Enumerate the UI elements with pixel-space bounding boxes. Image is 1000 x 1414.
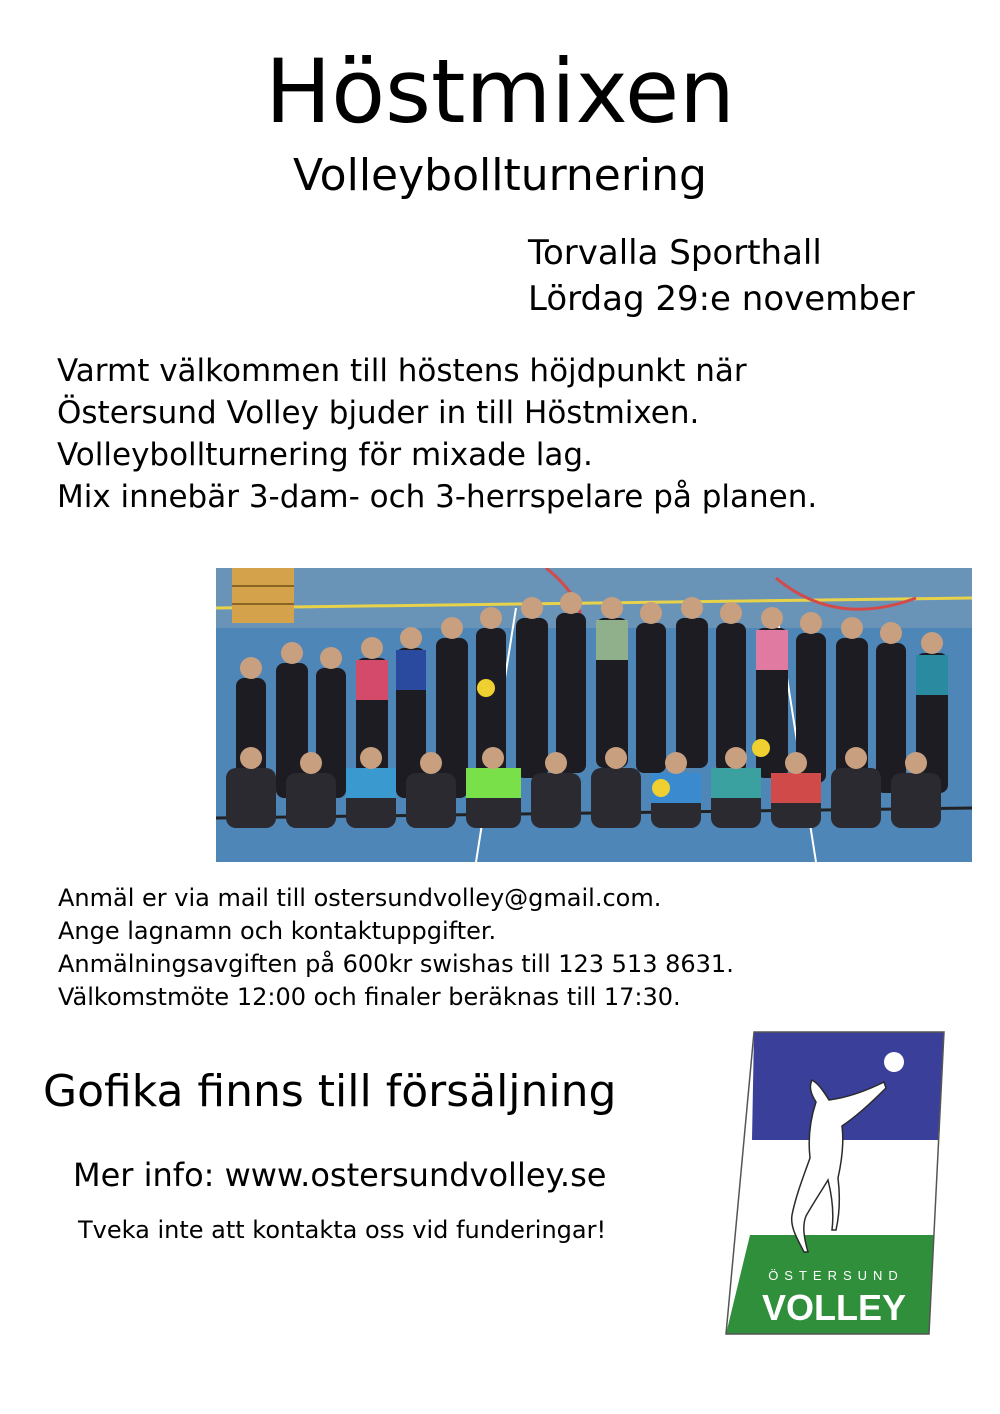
venue-date: Lördag 29:e november: [528, 279, 915, 319]
poster-subtitle: Volleybollturnering: [292, 150, 707, 201]
more-info-link: Mer info: www.ostersundvolley.se: [73, 1156, 607, 1194]
intro-line-3: Volleybollturnering för mixade lag.: [57, 437, 593, 473]
info-line-email: Anmäl er via mail till ostersundvolley@gmail.com.: [58, 884, 662, 912]
gofika-heading: Gofika finns till försäljning: [43, 1066, 617, 1117]
info-line-fee: Anmälningsavgiften på 600kr swishas till 123 513 8631.: [58, 950, 734, 978]
logo-bottom-text: VOLLEY: [761, 1287, 907, 1328]
intro-line-4: Mix innebär 3-dam- och 3-herrspelare på planen.: [57, 479, 818, 515]
group-photo-image: [216, 568, 972, 862]
intro-line-2: Östersund Volley bjuder in till Höstmixen.: [57, 395, 700, 431]
ostersund-volley-logo: [724, 1030, 946, 1336]
venue-block: [528, 230, 915, 322]
contact-note: Tveka inte att kontakta oss vid funderingar!: [78, 1216, 607, 1244]
intro-line-1: Varmt välkommen till höstens höjdpunkt när: [57, 353, 747, 389]
info-line-schedule: Välkomstmöte 12:00 och finaler beräknas till 17:30.: [58, 983, 681, 1011]
info-line-team: Ange lagnamn och kontaktuppgifter.: [58, 917, 497, 945]
logo-top-text: ÖSTERSUND: [768, 1268, 904, 1283]
venue-place: Torvalla Sporthall: [528, 233, 822, 273]
poster-title: Höstmixen: [265, 40, 735, 143]
